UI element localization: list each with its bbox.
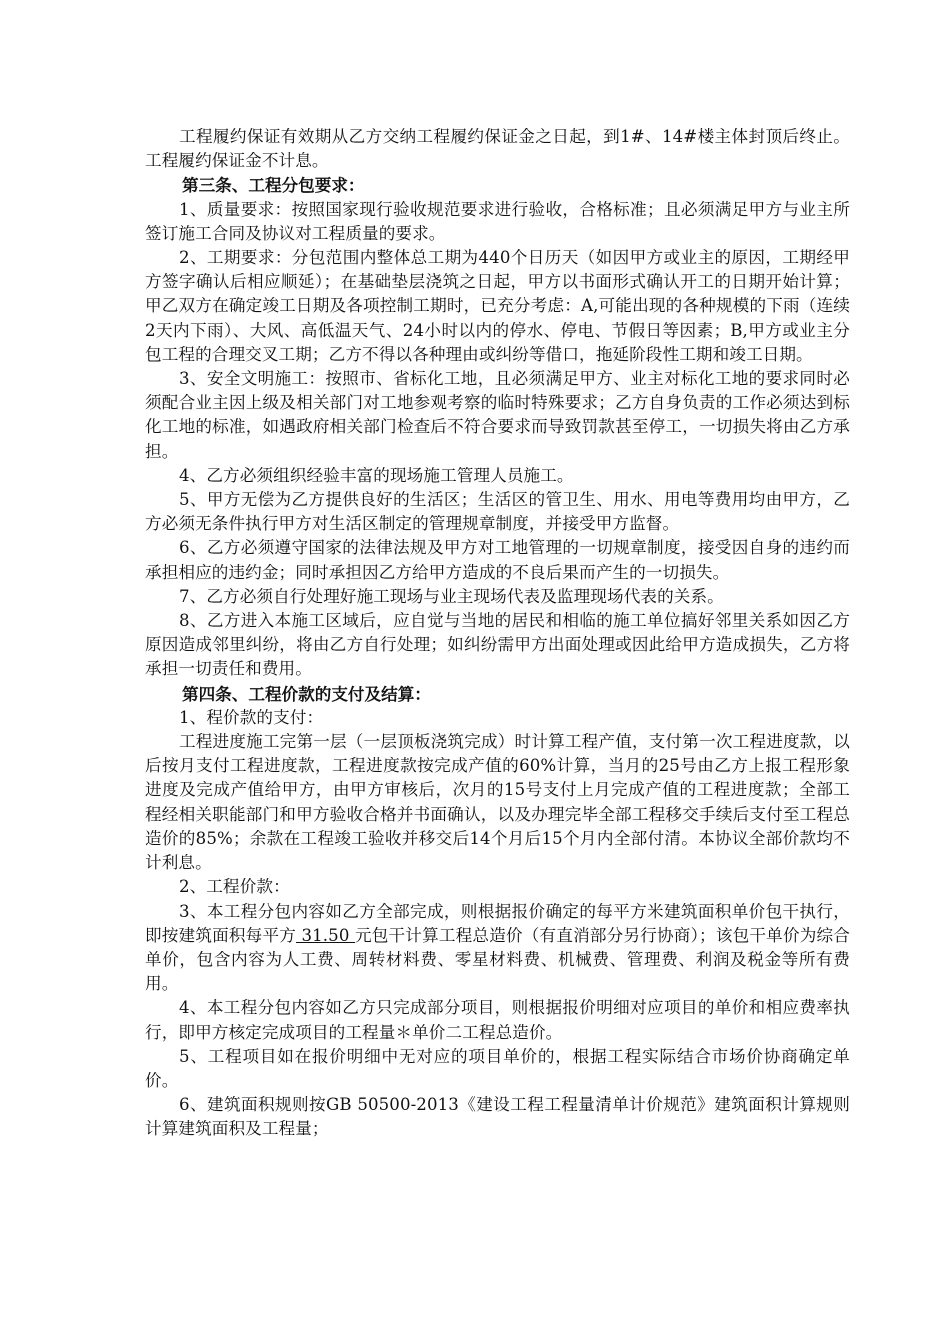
paragraph-neighbor-relations: 8、乙方进入本施工区域后，应自觉与当地的居民和相临的施工单位搞好邻里关系如因乙方原因造成邻里纠纷，将由乙方自行处理；如纠纷需甲方出面处理或因此给甲方造成损失，乙方将承担一切责任和费用。	[145, 611, 850, 679]
paragraph-price-title: 2、工程价款：	[179, 877, 290, 897]
paragraph-unit-price	[145, 900, 850, 997]
paragraph-no-unit-price: 5、工程项目如在报价明细中无对应的项目单价的，根据工程实际结合市场价协商确定单价。	[145, 1046, 850, 1090]
paragraph-progress-payment: 工程进度施工完第一层（一层顶板浇筑完成）时计算工程产值，支付第一次工程进度款，以后按月支付工程进度款，工程进度款按完成产值的60%计算，当月的25号由乙方上报工程形象进度及完成产值给甲方，由甲方审核后，次月的15号支付上月完成产值的工程进度款；全部工程经相关职能部门和甲方验收合格并书面确认，以及办理完毕全部工程移交手续后支付至工程总造价的85%；余款在工程竣工验收并移交后14个月后15个月内全部付清。本协议全部价款均不计利息。	[145, 732, 850, 873]
unit-price-value: 31.50	[296, 925, 355, 945]
heading-article-3: 第三条、工程分包要求：	[182, 175, 365, 196]
paragraph-partial-items: 4、本工程分包内容如乙方只完成部分项目，则根据报价明细对应项目的单价和相应费率执行，即甲方核定完成项目的工程量＊单价二工程总造价。	[145, 998, 850, 1042]
paragraph-schedule: 2、工期要求：分包范围内整体总工期为440个日历天（如因甲方或业主的原因，工期经甲方签字确认后相应顺延）；在基础垫层浇筑之日起，甲方以书面形式确认开工的日期开始计算；甲乙双方在确定竣工日期及各项控制工期时，已充分考虑：A,可能出现的各种规模的下雨（连续2天内下雨）、大风、高低温天气、24小时以内的停水、停电、节假日等因素；B,甲方或业主分包工程的合理交叉工期；乙方不得以各种理由或纠纷等借口，拖延阶段性工期和竣工日期。	[145, 248, 850, 364]
paragraph-site-relations: 7、乙方必须自行处理好施工现场与业主现场代表及监理现场代表的关系。	[179, 586, 724, 606]
paragraph-safety: 3、安全文明施工：按照市、省标化工地，且必须满足甲方、业主对标化工地的要求同时必须配合业主因上级及相关部门对工地参观考察的临时特殊要求；乙方自身负责的工作必须达到标化工地的标准，如遇政府相关部门检查后不符合要求而导致罚款甚至停工，一切损失将由乙方承担。	[145, 369, 850, 461]
paragraph-compliance: 6、乙方必须遵守国家的法律法规及甲方对工地管理的一切规章制度，接受因自身的违约而承担相应的违约金；同时承担因乙方给甲方造成的不良后果而产生的一切损失。	[145, 538, 850, 582]
paragraph-payment-title: 1、程价款的支付：	[179, 707, 324, 727]
paragraph-quality: 1、质量要求：按照国家现行验收规范要求进行验收，合格标准；且必须满足甲方与业主所签订施工合同及协议对工程质量的要求。	[145, 199, 850, 243]
paragraph-management-staff: 4、乙方必须组织经验丰富的现场施工管理人员施工。	[179, 465, 574, 485]
unit-price-text-b: 元包干计算工程总造价（有直消部分另行协商）；该包干单价为综合单价，包含内容为人工费、周转材料费、零星材料费、机械费、管理费、利润及税金等所有费用。	[145, 925, 850, 994]
unit-price-text-a: 3、本工程分包内容如乙方全部完成，则根据报价确定的每平方米建筑面积单价包干执行，即按建筑面积每平方	[145, 901, 850, 945]
heading-article-4: 第四条、工程价款的支付及结算：	[182, 683, 431, 704]
paragraph-area-rules: 6、建筑面积规则按GB 50500-2013《建设工程工程量清单计价规范》建筑面积计算规则计算建筑面积及工程量；	[145, 1095, 850, 1139]
paragraph-performance-bond: 工程履约保证有效期从乙方交纳工程履约保证金之日起，到1#、14#楼主体封顶后终止。工程履约保证金不计息。	[145, 127, 850, 171]
paragraph-living-area: 5、甲方无偿为乙方提供良好的生活区；生活区的管卫生、用水、用电等费用均由甲方，乙方必须无条件执行甲方对生活区制定的管理规章制度，并接受甲方监督。	[145, 490, 850, 534]
